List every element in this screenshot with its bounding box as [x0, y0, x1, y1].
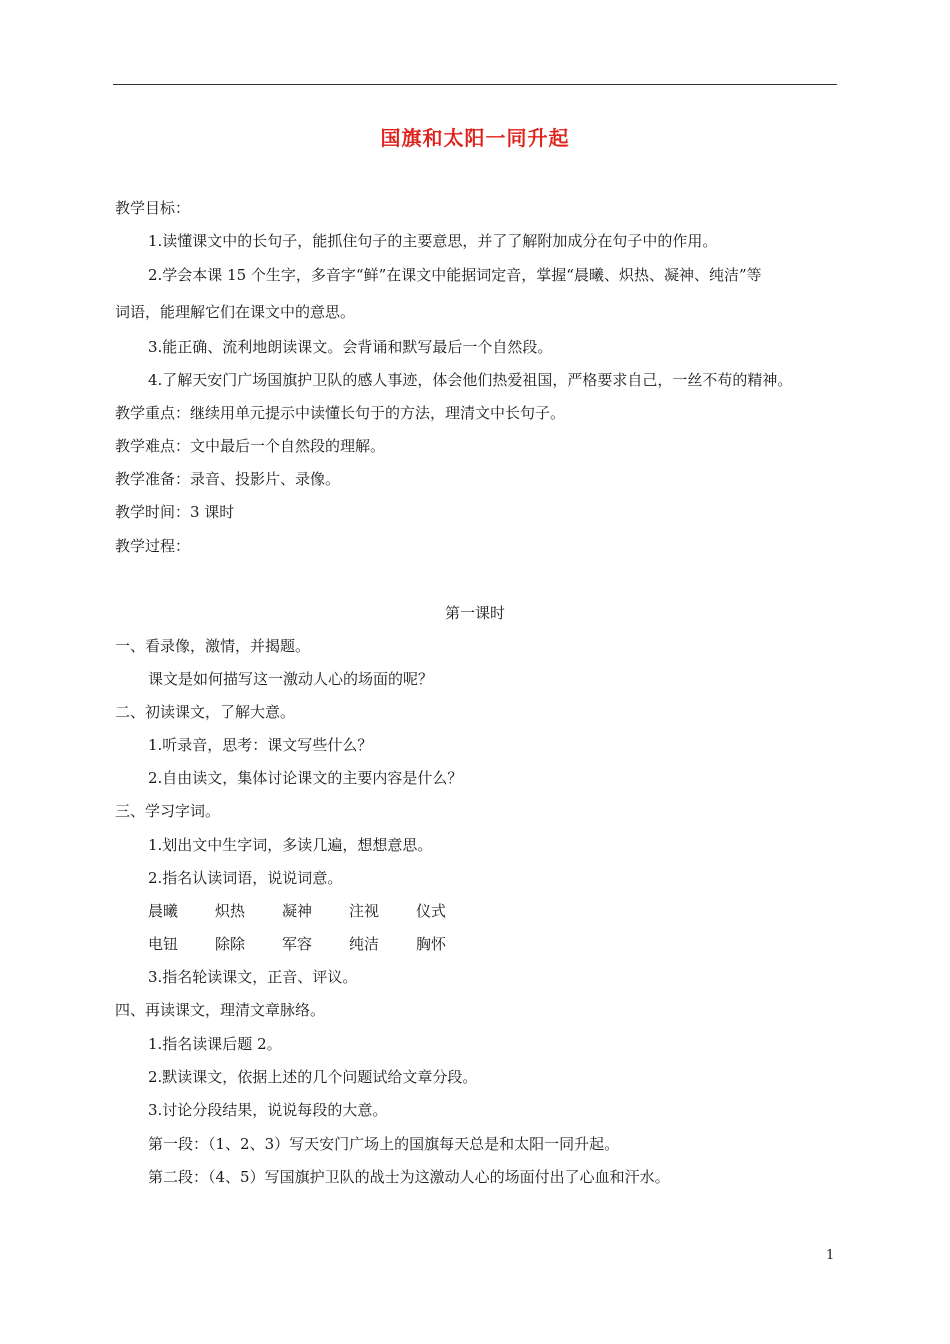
section-text: 课文是如何描写这一激动人心的场面的呢？: [148, 670, 434, 688]
section-item: 2.自由读文，集体讨论课文的主要内容是什么？: [148, 769, 463, 787]
page-number: 1: [826, 1248, 835, 1263]
vocab-word: 纯洁: [349, 935, 380, 953]
vocab-word: 仪式: [416, 902, 447, 920]
vocab-word: 晨曦: [148, 902, 179, 920]
section-heading: 一、看录像，激情，并揭题。: [115, 637, 311, 655]
preparation: 教学准备：录音、投影片、录像。: [115, 470, 341, 488]
vocab-word: 凝神: [282, 902, 313, 920]
process-heading: 教学过程：: [115, 537, 191, 555]
goal-item: 3.能正确、流利地朗读课文。会背诵和默写最后一个自然段。: [148, 338, 553, 356]
section-item: 3.讨论分段结果，说说每段的大意。: [148, 1101, 388, 1119]
difficulty: 教学难点：文中最后一个自然段的理解。: [115, 437, 386, 455]
header-rule: [113, 84, 837, 85]
section-item: 第二段：（4、5）写国旗护卫队的战士为这激动人心的场面付出了心血和汗水。: [148, 1168, 670, 1186]
goal-item: 2.学会本课 15 个生字，多音字“鲜”在课文中能据词定音，掌握“晨曦、炽热、凝神、纯洁”等: [148, 266, 762, 284]
lesson-title: 第一课时: [444, 604, 505, 622]
goal-item-continued: 词语，能理解它们在课文中的意思。: [115, 303, 356, 321]
vocab-word: 炽热: [215, 902, 246, 920]
section-item: 2.默读课文，依据上述的几个问题试给文章分段。: [148, 1068, 478, 1086]
goal-item: 4.了解天安门广场国旗护卫队的感人事迹，体会他们热爱祖国，严格要求自己，一丝不苟的精神。: [148, 371, 793, 389]
vocab-word: 胸怀: [416, 935, 447, 953]
section-heading: 二、初读课文，了解大意。: [115, 703, 296, 721]
section-item: 1.划出文中生字词，多读几遍，想想意思。: [148, 836, 433, 854]
section-heading: 三、学习字词。: [115, 802, 221, 820]
document-title: 国旗和太阳一同升起: [380, 126, 570, 150]
goal-item: 1.读懂课文中的长句子，能抓住句子的主要意思，并了了解附加成分在句子中的作用。: [148, 232, 718, 250]
section-item: 2.指名认读词语，说说词意。: [148, 869, 343, 887]
goals-heading: 教学目标：: [115, 199, 191, 217]
key-point: 教学重点：继续用单元提示中读懂长句于的方法，理清文中长句子。: [115, 404, 566, 422]
section-heading: 四、再读课文，理清文章脉络。: [115, 1001, 326, 1019]
section-item: 1.指名读课后题 2。: [148, 1035, 282, 1053]
vocab-word: 电钮: [148, 935, 179, 953]
teaching-time: 教学时间：3 课时: [115, 503, 235, 521]
section-item: 第一段：（1、2、3）写天安门广场上的国旗每天总是和太阳一同升起。: [148, 1135, 620, 1153]
section-item: 1.听录音，思考：课文写些什么？: [148, 736, 373, 754]
section-item: 3.指名轮读课文，正音、评议。: [148, 968, 358, 986]
vocab-word: 除除: [215, 935, 246, 953]
vocab-word: 军容: [282, 935, 313, 953]
vocab-word: 注视: [349, 902, 380, 920]
